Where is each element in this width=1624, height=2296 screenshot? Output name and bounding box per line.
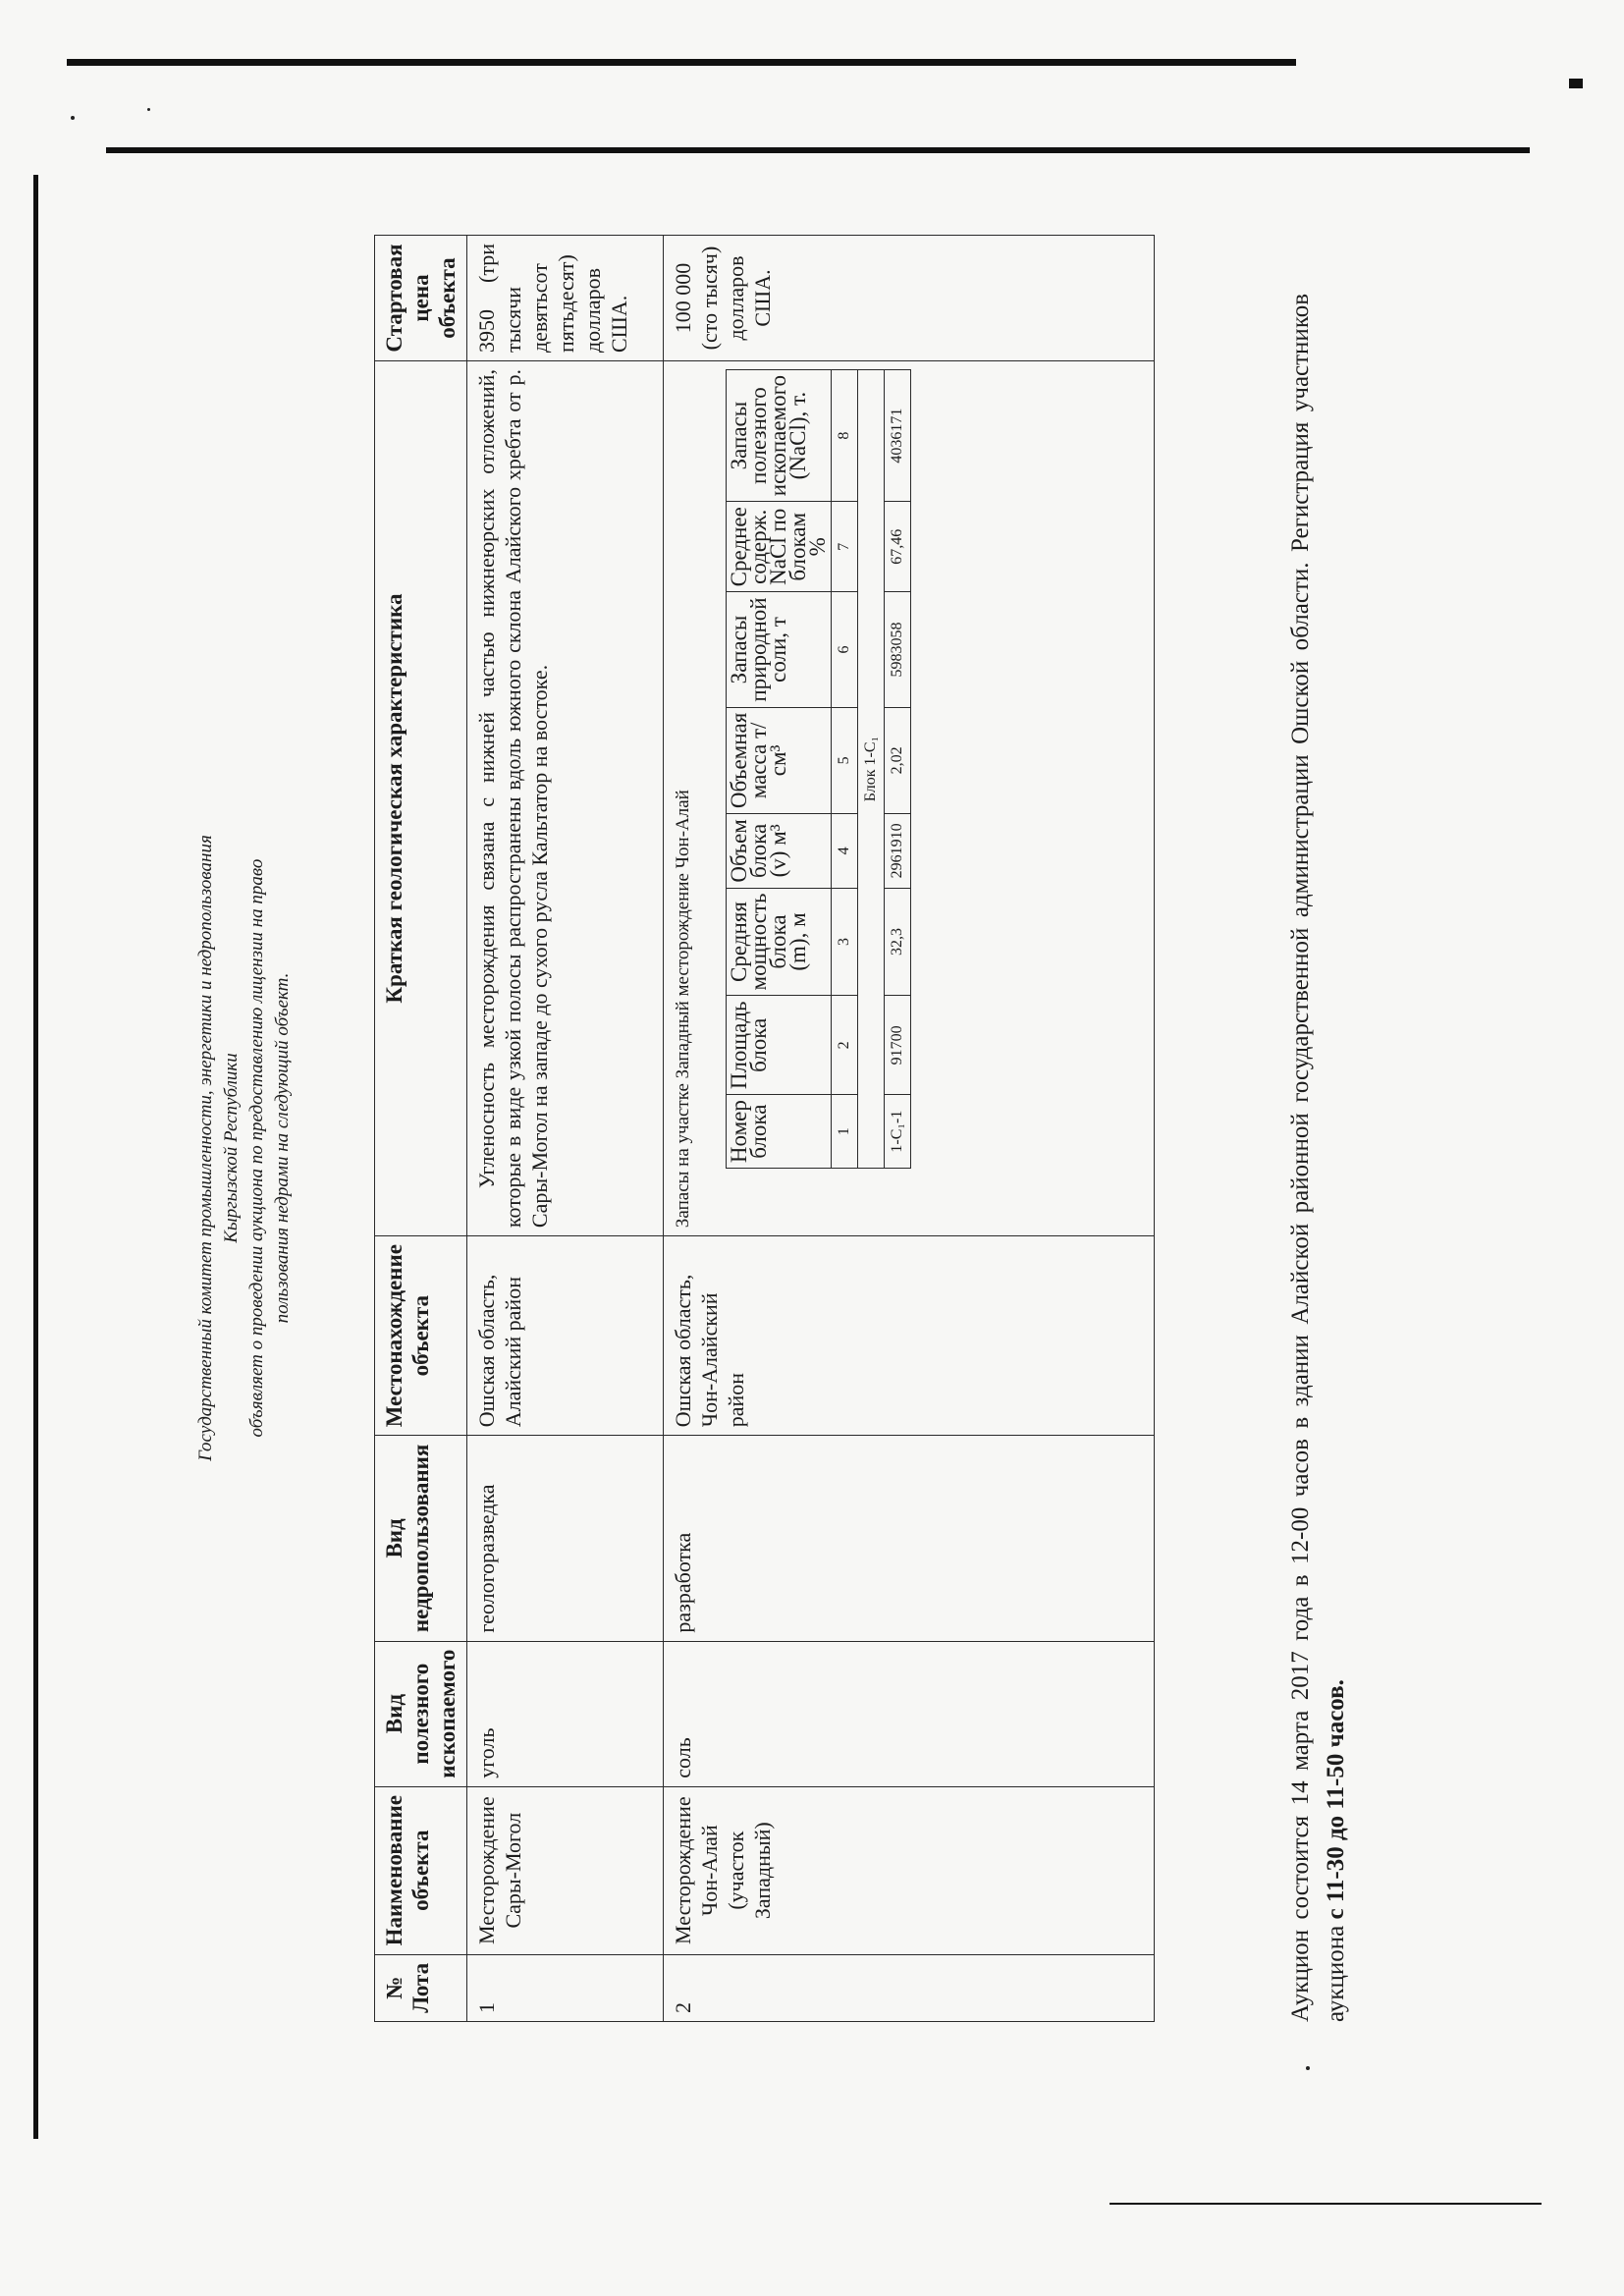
column-number: 3 xyxy=(832,888,858,996)
col-description: Краткая геологическая характеристика xyxy=(375,361,467,1236)
object-name: Месторождение Сары-Могол xyxy=(467,1786,664,1954)
reserves-cell: 2961910 xyxy=(885,814,911,888)
reserves-cell: 32,3 xyxy=(885,888,911,996)
col-lot: № Лота xyxy=(375,1954,467,2021)
geological-description xyxy=(664,361,1155,1236)
scan-speck xyxy=(71,116,75,120)
col-usage: Вид недропользования xyxy=(375,1436,467,1641)
scan-speck xyxy=(147,108,150,111)
col-location: Местонахождение объекта xyxy=(375,1236,467,1436)
reserves-data-row xyxy=(885,370,911,1169)
reserves-col: Запасы природной соли, т xyxy=(727,592,832,707)
column-number: 5 xyxy=(832,707,858,814)
column-number: 4 xyxy=(832,814,858,888)
announcement-header xyxy=(193,235,296,2061)
auction-notice-text: Аукцион состоится 14 марта 2017 года в 12-00 часов в здании Алайской районной государственной администрации Ошской области. Регистрация участников аукциона xyxy=(1287,294,1349,2022)
column-number: 1 xyxy=(832,1095,858,1169)
reserves-col: Запасы полезного ископаемого (NaCl), т. xyxy=(727,370,832,502)
reserves-cell: 2,02 xyxy=(885,707,911,814)
col-name: Наименование объекта xyxy=(375,1786,467,1954)
reserves-col: Объем блока (v) м³ xyxy=(727,814,832,888)
scan-mark xyxy=(1569,79,1583,88)
reserves-col: Среднее содерж. NaCl по блокам % xyxy=(727,502,832,592)
reserves-col: Средняя мощность блока (m), м xyxy=(727,888,832,996)
reserves-col: Номер блока xyxy=(727,1095,832,1169)
mineral-type: уголь xyxy=(467,1641,664,1786)
mineral-type: соль xyxy=(664,1641,1155,1786)
reserves-cell: 67,46 xyxy=(885,502,911,592)
block-label: Блок 1-С₁ xyxy=(858,370,885,1169)
column-number: 7 xyxy=(832,502,858,592)
col-price: Стартовая цена объекта xyxy=(375,236,467,361)
reserves-table xyxy=(726,369,911,1169)
scan-border-top xyxy=(67,59,1296,66)
reserves-header-row xyxy=(727,370,832,1169)
start-price: 100 000 (сто тысяч) долларов США. xyxy=(664,236,1155,361)
usage-type: разработка xyxy=(664,1436,1155,1641)
scan-speck xyxy=(1306,2066,1310,2070)
lot-number: 2 xyxy=(664,1954,1155,2021)
registration-time: с 11-30 до 11-50 часов. xyxy=(1323,1679,1349,1920)
reserves-col: Площадь блока xyxy=(727,996,832,1095)
table-row xyxy=(664,236,1155,2022)
rotated-page xyxy=(193,235,1431,2061)
header-line-3: объявляет о проведении аукциона по предоставлению лицензии на право xyxy=(246,858,267,1438)
object-location: Ошская область, Алайский район xyxy=(467,1236,664,1436)
col-mineral: Вид полезного ископаемого xyxy=(375,1641,467,1786)
reserves-cell: 1-С₁-1 xyxy=(885,1095,911,1169)
table-header-row xyxy=(375,236,467,2022)
header-line-2: Кыргызской Республики xyxy=(221,1053,242,1243)
reserves-cell: 91700 xyxy=(885,996,911,1095)
reserves-cell: 5983058 xyxy=(885,592,911,707)
reserves-col: Объемная масса т/см³ xyxy=(727,707,832,814)
header-line-4: пользования недрами на следующий объект. xyxy=(272,972,293,1324)
table-row xyxy=(467,236,664,2022)
object-location: Ошская область, Чон-Алайский район xyxy=(664,1236,1155,1436)
start-price: 3950 (три тысячи девятьсот пятьдесят) долларов США. xyxy=(467,236,664,361)
column-number: 6 xyxy=(832,592,858,707)
usage-type: геологоразведка xyxy=(467,1436,664,1641)
scan-border-top-2 xyxy=(106,147,1530,153)
column-number: 2 xyxy=(832,996,858,1095)
geological-description: Угленосность месторождения связана с нижней частью нижнеюрских отложений, которые в виде узкой полосы распространены вдоль южного склона Алайского хребта от р. Сары-Могол на западе до сухого русла Кальтатор на востоке. xyxy=(467,361,664,1236)
reserves-block-row xyxy=(858,370,885,1169)
header-line-1: Государственный комитет промышленности, энергетики и недропользования xyxy=(195,835,216,1461)
reserves-cell: 4036171 xyxy=(885,370,911,502)
lot-number: 1 xyxy=(467,1954,664,2021)
auction-notice xyxy=(1283,294,1354,2022)
scan-border-bottom xyxy=(1110,2203,1542,2205)
scan-border-left xyxy=(33,175,38,2139)
reserves-caption: Запасы на участке Западный месторождение Чон-Алай xyxy=(673,790,693,1229)
object-name: Месторождение Чон-Алай (участок Западный) xyxy=(664,1786,1155,1954)
reserves-number-row xyxy=(832,370,858,1169)
lots-table xyxy=(374,235,1155,2022)
column-number: 8 xyxy=(832,370,858,502)
